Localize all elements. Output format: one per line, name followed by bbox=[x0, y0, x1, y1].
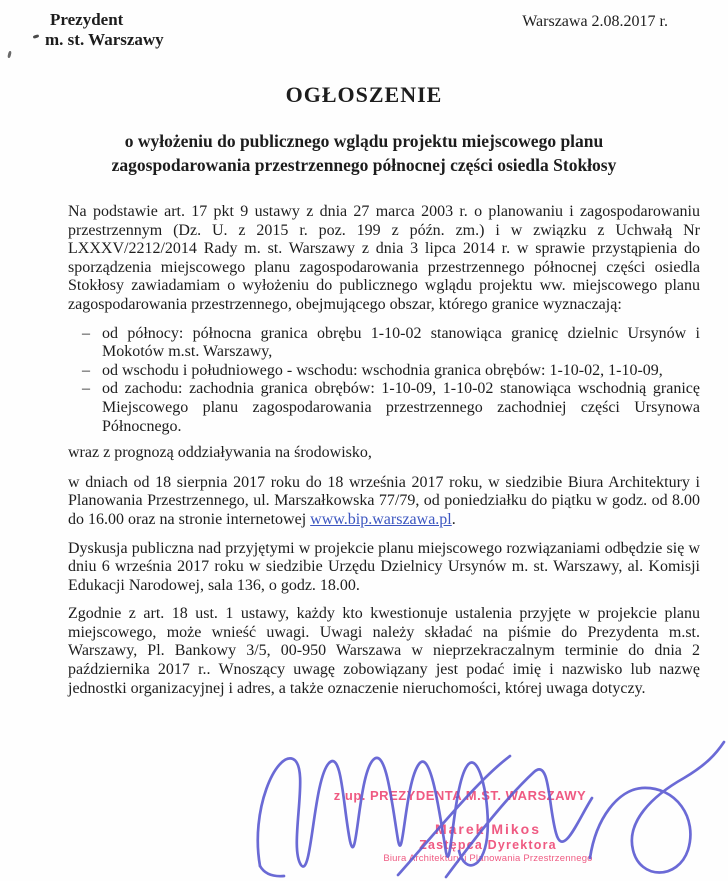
scan-artifact-mark bbox=[7, 51, 12, 59]
bip-warszawa-link[interactable]: www.bip.warszawa.pl bbox=[310, 510, 452, 528]
document-body bbox=[68, 203, 700, 708]
stamp-authority-line: z up. PREZYDENTA M.ST. WARSZAWY bbox=[333, 788, 587, 803]
list-item bbox=[82, 362, 700, 381]
boundary-north: od północy: północna granica obrębu 1-10-02 stanowiąca granicę dzielnic Ursynów i Mokotów m.st. Warszawy, bbox=[102, 324, 700, 361]
exhibition-text-end: . bbox=[451, 510, 456, 528]
boundary-list bbox=[68, 325, 700, 437]
bullet-dash: – bbox=[82, 324, 90, 342]
sender-block bbox=[45, 10, 164, 50]
sender-line-1: Prezydent bbox=[50, 10, 124, 29]
list-item bbox=[82, 325, 700, 362]
signer-unit: Biura Architektury i Planowania Przestrzennego bbox=[383, 853, 593, 864]
bullet-dash: – bbox=[82, 361, 90, 379]
boundary-west: od zachodu: zachodnia granica obrębów: 1-10-09, 1-10-02 stanowiąca wschodnią granicę Miejscowego planu zagospodarowania przestrzennego zachodniej części Ursynowa Północnego. bbox=[102, 380, 700, 435]
scan-artifact-mark bbox=[33, 34, 40, 39]
paragraph-environment-note: wraz z prognozą oddziaływania na środowisko, bbox=[68, 444, 372, 462]
exhibition-text: w dniach od 18 sierpnia 2017 roku do 18 września 2017 roku, w siedzibie Biura Architektury i Planowania Przestrzennego, ul. Marszałkowska 77/79, od poniedziałku do piątku w godz. od 8.00 do 16.00 oraz na stronie internetowej bbox=[68, 473, 700, 528]
bullet-dash: – bbox=[82, 380, 90, 398]
subtitle-line-1: o wyłożeniu do publicznego wglądu projektu miejscowego planu bbox=[124, 131, 604, 151]
paragraph-legal-basis: Na podstawie art. 17 pkt 9 ustawy z dnia 27 marca 2003 r. o planowaniu i zagospodarowaniu przestrzennym (Dz. U. z 2015 r. poz. 199 z późn. zm.) i w związku z Uchwałą Nr LXXXV/2212/2014 Rady m. st. Warszawy z dnia 3 lipca 2014 r. w sprawie przystąpienia do sporządzenia miejscowego planu zagospodarowania przestrzennego północnej części osiedla Stokłosy zawiadamiam o wyłożeniu do publicznego wglądu projektu ww. miejscowego planu zagospodarowania przestrzennego, obejmującego obszar, którego granice wyznaczają: bbox=[68, 203, 700, 313]
dateline: Warszawa 2.08.2017 r. bbox=[522, 13, 668, 30]
paragraph-remarks-procedure: Zgodnie z art. 18 ust. 1 ustawy, każdy kto kwestionuje ustalenia przyjęte w projekcie planu miejscowego, może wnieść uwagi. Uwagi należy składać na piśmie do Prezydenta m.st. Warszawy, Pl. Bankowy 3/5, 00-950 Warszawa w nieprzekraczalnym terminie do dnia 2 października 2017 r.. Wnoszący uwagę zobowiązany jest podać imię i nazwisko lub nazwę jednostki organizacyjnej i adres, a także oznaczenie nieruchomości, której uwaga dotyczy. bbox=[68, 605, 700, 697]
handwritten-signature-ink bbox=[250, 738, 728, 881]
paragraph-public-discussion: Dyskusja publiczna nad przyjętymi w projekcie planu miejscowego rozwiązaniami odbędzie się w dniu 6 września 2017 roku w siedzibie Urzędu Dzielnicy Ursynów m. st. Warszawy, al. Komisji Edukacji Narodowej, sala 136, o godz. 18.00. bbox=[68, 539, 700, 594]
signature-area bbox=[250, 738, 728, 881]
sender-line-2: m. st. Warszawy bbox=[45, 30, 164, 49]
list-item bbox=[82, 380, 700, 436]
signer-role: Zastępca Dyrektora bbox=[419, 838, 557, 852]
paragraph-exhibition-info bbox=[68, 474, 700, 530]
boundary-east: od wschodu i południowego - wschodu: wschodnia granica obrębów: 1-10-02, 1-10-09, bbox=[102, 361, 663, 379]
subtitle-line-2: zagospodarowania przestrzennego północnej części osiedla Stokłosy bbox=[111, 155, 617, 175]
document-title: OGŁOSZENIE bbox=[285, 82, 443, 107]
signer-name: Marek Mikos bbox=[434, 821, 542, 837]
document-subtitle bbox=[34, 129, 694, 177]
